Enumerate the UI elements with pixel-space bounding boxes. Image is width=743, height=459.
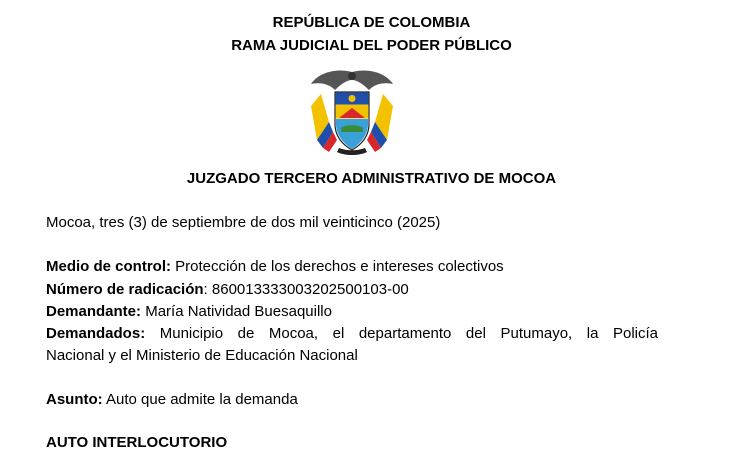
header-republic: REPÚBLICA DE COLOMBIA	[272, 14, 471, 31]
field-label: Demandante:	[46, 303, 142, 320]
header-judicial-branch: RAMA JUDICIAL DEL PODER PÚBLICO	[231, 37, 512, 54]
field-label: Demandados:	[46, 325, 146, 342]
field-label: Número de radicación	[46, 281, 204, 298]
colombia-coat-of-arms-icon	[307, 66, 397, 158]
field-label: Asunto:	[46, 391, 103, 408]
field-demandados	[46, 325, 658, 342]
field-value: María Natividad Buesaquillo	[141, 303, 332, 320]
field-demandante	[46, 303, 332, 320]
field-demandados-continued: Nacional y el Ministerio de Educación Nacional	[46, 347, 358, 364]
field-asunto	[46, 391, 298, 408]
field-value: : 860013333003202500103-00	[203, 281, 409, 298]
field-value: Auto que admite la demanda	[102, 391, 298, 408]
field-value: Protección de los derechos e intereses colectivos	[171, 258, 504, 275]
section-title: AUTO INTERLOCUTORIO	[46, 434, 228, 451]
field-medio-control	[46, 258, 504, 275]
court-name: JUZGADO TERCERO ADMINISTRATIVO DE MOCOA	[186, 170, 557, 187]
field-value: Municipio de Mocoa, el departamento del Putumayo, la Policía	[145, 325, 658, 342]
field-numero-radicacion	[46, 281, 409, 298]
document-date: Mocoa, tres (3) de septiembre de dos mil veinticinco (2025)	[46, 214, 441, 231]
field-label: Medio de control:	[46, 258, 171, 275]
